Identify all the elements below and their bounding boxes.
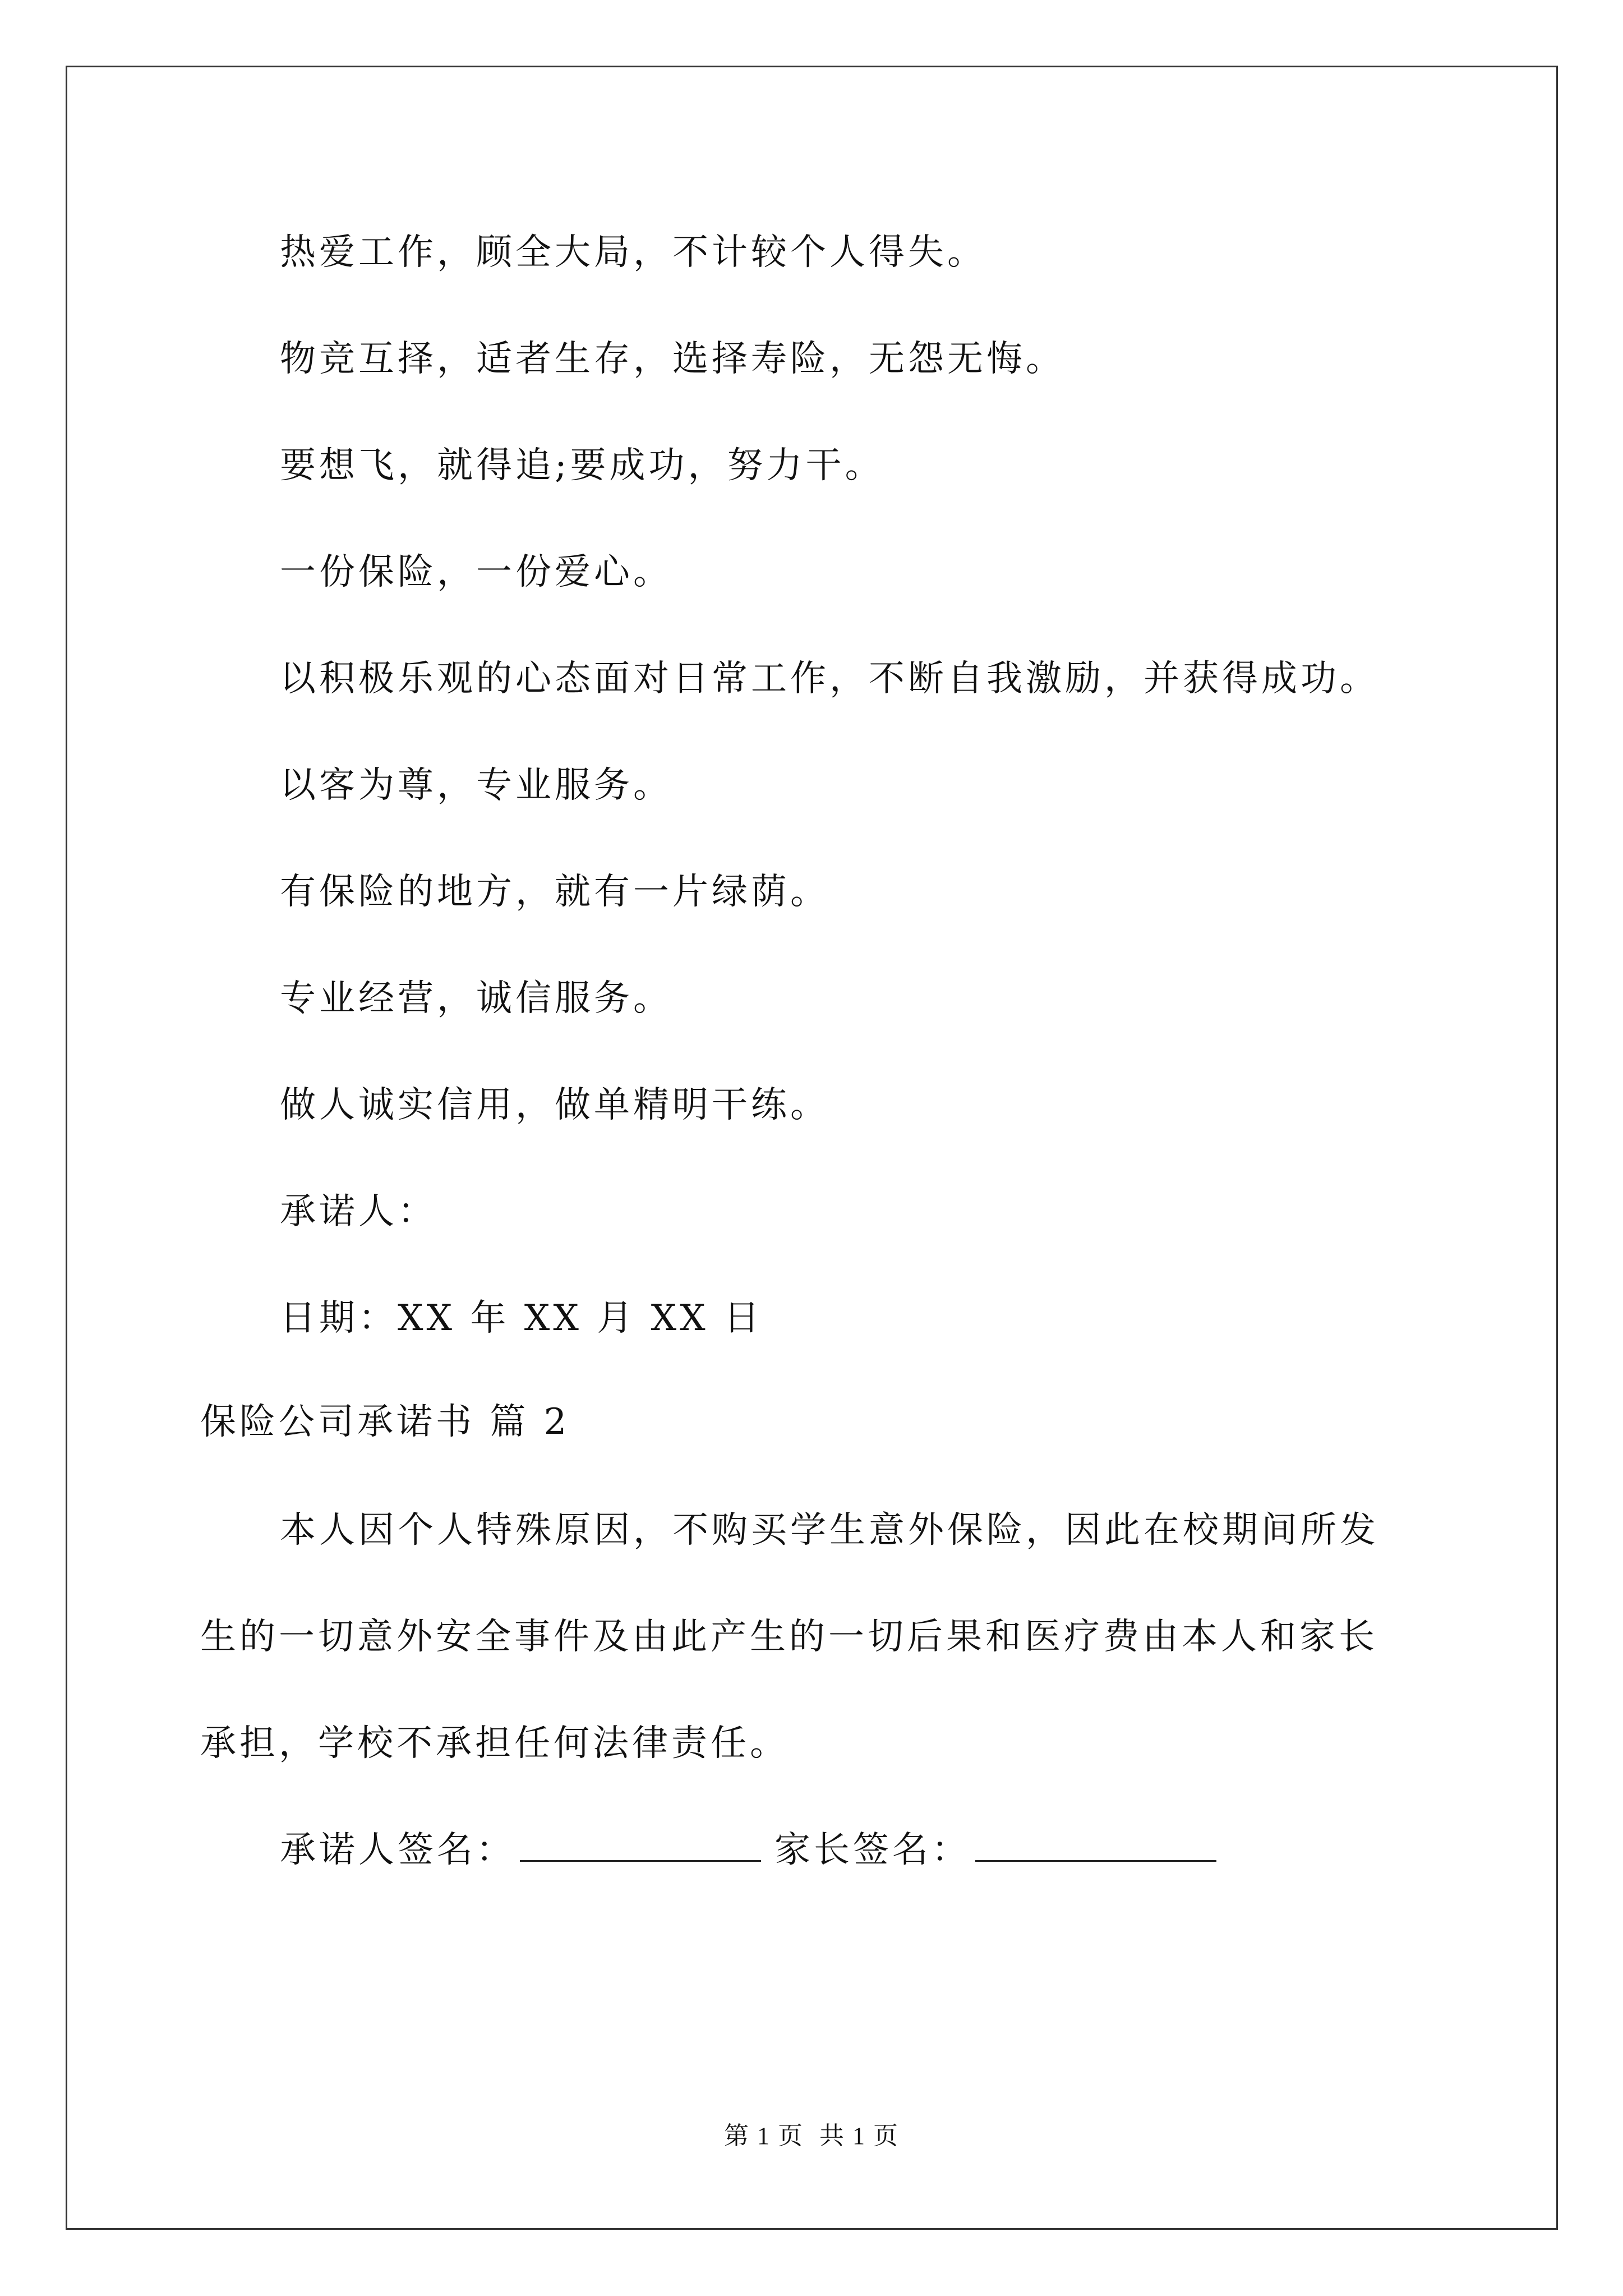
paragraph-7: 有保险的地方，就有一片绿荫。	[280, 871, 829, 913]
paragraph-8: 专业经营，诚信服务。	[280, 978, 672, 1019]
parent-label: 家长签名：	[774, 1829, 971, 1871]
signature-row	[280, 1828, 1230, 1872]
paragraph-5: 以积极乐观的心态面对日常工作，不断自我激励，并获得成功。	[280, 658, 1379, 700]
paragraph-3: 要想飞，就得追;要成功，努力干。	[280, 445, 884, 486]
page-footer	[0, 2120, 1623, 2152]
paragraph-6: 以客为尊，专业服务。	[280, 765, 672, 806]
paragraph-9: 做人诚实信用，做单精明干练。	[280, 1084, 829, 1126]
parent-signature-line[interactable]	[975, 1828, 1216, 1862]
section-heading: 保险公司承诺书 篇 2	[200, 1401, 570, 1443]
promisor-label: 承诺人：	[280, 1191, 437, 1232]
date-line: 日期：XX 年 XX 月 XX 日	[280, 1297, 763, 1339]
paragraph-4: 一份保险，一份爱心。	[280, 551, 672, 593]
page-total: 共 1 页	[819, 2122, 899, 2150]
page-number: 第 1 页	[724, 2122, 804, 2150]
section2-body-line-3: 承担，学校不承担任何法律责任。	[200, 1723, 789, 1764]
section2-body-line-2: 生的一切意外安全事件及由此产生的一切后果和医疗费由本人和家长	[200, 1616, 1378, 1658]
page-border	[66, 66, 1558, 2230]
paragraph-2: 物竞互择，适者生存，选择寿险，无怨无悔。	[280, 338, 1065, 380]
paragraph-1: 热爱工作，顾全大局，不计较个人得失。	[280, 232, 986, 273]
signer-label: 承诺人签名：	[280, 1829, 515, 1871]
section2-body-line-1: 本人因个人特殊原因，不购买学生意外保险，因此在校期间所发	[280, 1510, 1379, 1551]
signer-signature-line[interactable]	[520, 1828, 761, 1862]
